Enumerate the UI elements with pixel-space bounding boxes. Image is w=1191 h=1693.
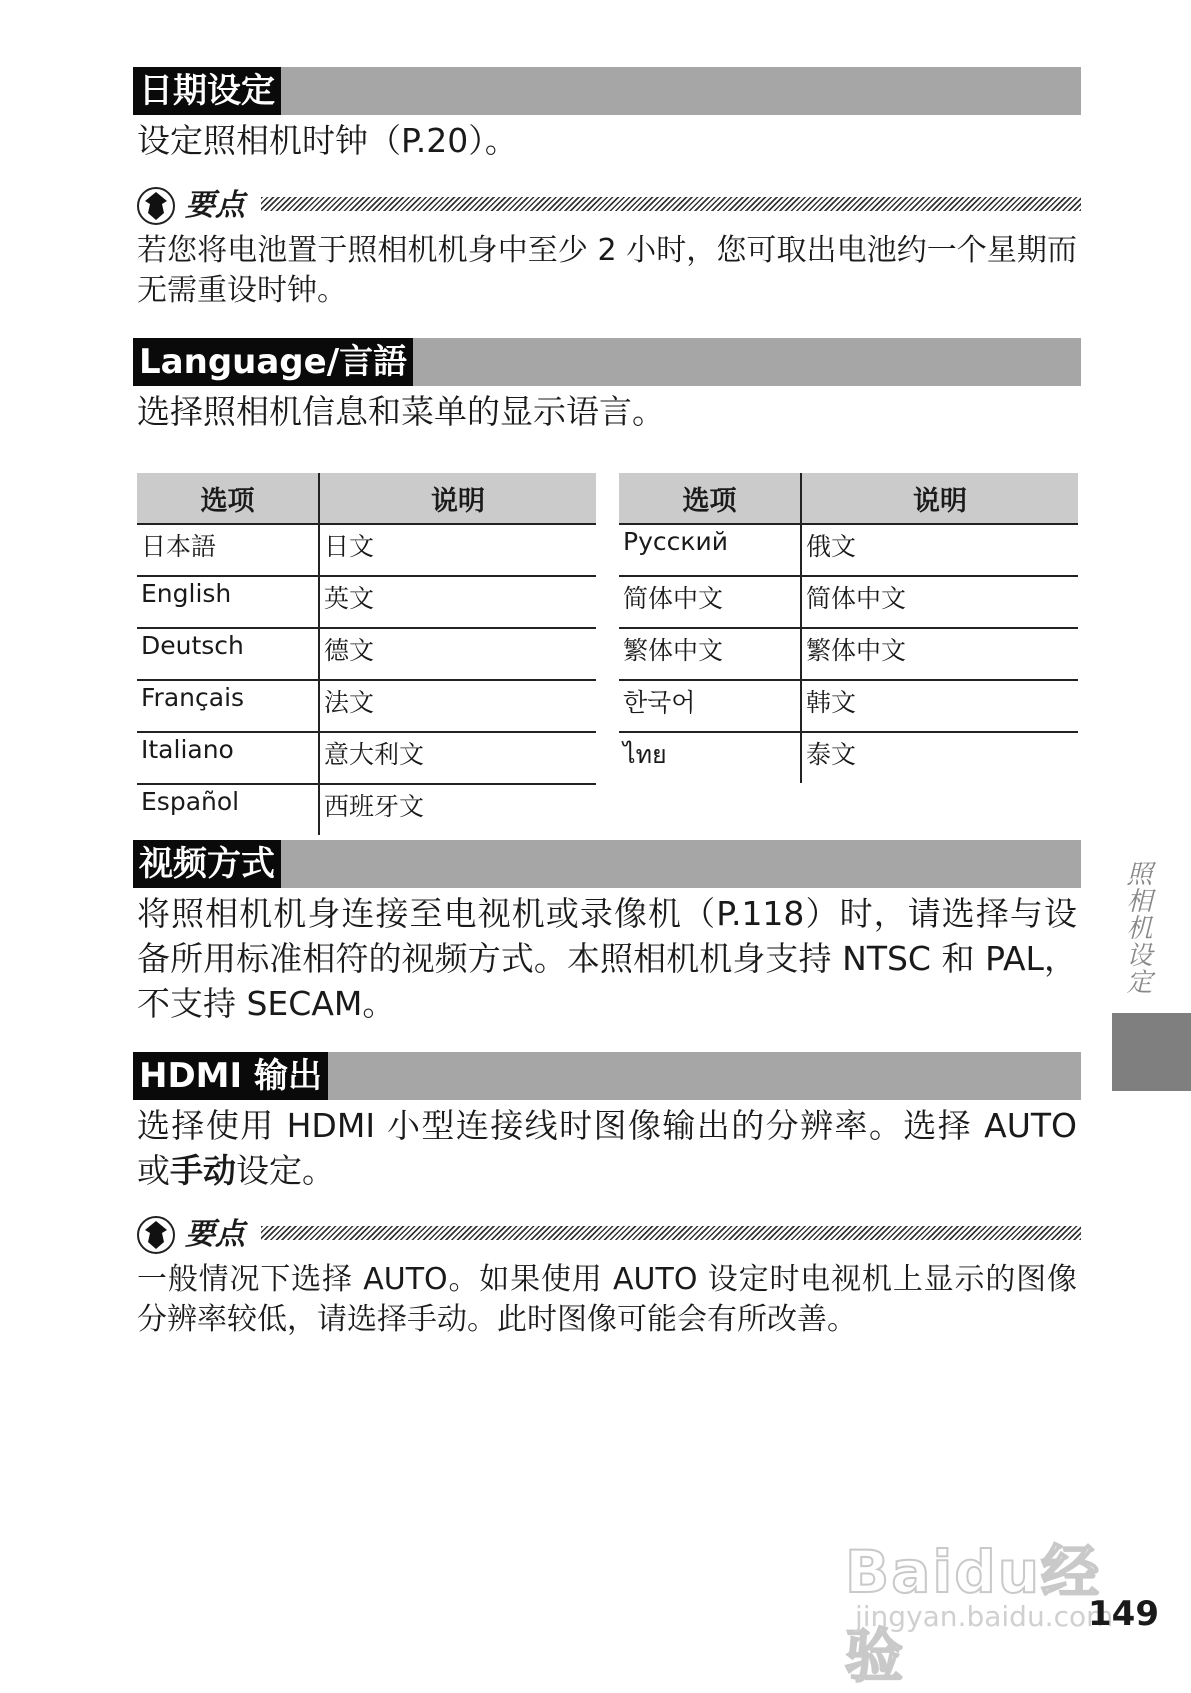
video-description: 将照相机机身连接至电视机或录像机（P.118）时，请选择与设备所用标准相符的视频方式。本照相机机身支持 NTSC 和 PAL，不支持 SECAM。 bbox=[137, 894, 1077, 1023]
watermark-logo-text: Baidu经验 bbox=[845, 1538, 1102, 1690]
language-description-cell: 韩文 bbox=[801, 680, 1078, 732]
section-header-date bbox=[133, 67, 1081, 115]
language-option-cell: Español bbox=[137, 784, 319, 835]
language-description-cell: 意大利文 bbox=[319, 732, 596, 784]
date-note-text: 若您将电池置于照相机机身中至少 2 小时，您可取出电池约一个星期而无需重设时钟。 bbox=[137, 233, 1077, 308]
column-header-option: 选项 bbox=[137, 473, 319, 524]
note-divider bbox=[261, 1226, 1081, 1240]
language-description-cell: 英文 bbox=[319, 576, 596, 628]
section-header-language bbox=[133, 338, 1081, 386]
language-description-cell: 泰文 bbox=[806, 740, 857, 769]
table-row bbox=[619, 628, 1078, 680]
section-header-hdmi bbox=[133, 1052, 1081, 1100]
language-description-cell: 德文 bbox=[319, 628, 596, 680]
language-option-cell: 日本語 bbox=[137, 524, 319, 576]
table-header-row bbox=[619, 473, 1078, 524]
table-row bbox=[137, 576, 596, 628]
language-description-cell: 西班牙文 bbox=[324, 792, 425, 821]
language-option-cell: 简体中文 bbox=[619, 576, 801, 628]
date-description: 设定照相机时钟（P.20）。 bbox=[137, 121, 518, 160]
table-row bbox=[137, 524, 596, 576]
table-row bbox=[619, 732, 1078, 783]
side-tab-marker bbox=[1112, 1013, 1191, 1091]
table-row bbox=[619, 576, 1078, 628]
note-header-date bbox=[137, 187, 1081, 225]
section-title-video: 视频方式 bbox=[133, 840, 281, 888]
hdmi-description-manual: 手动 bbox=[170, 1151, 236, 1190]
section-title-date: 日期设定 bbox=[133, 67, 281, 115]
table-row bbox=[137, 680, 596, 732]
table-row bbox=[619, 680, 1078, 732]
language-option-cell: Deutsch bbox=[137, 628, 319, 680]
section-title-language: Language/言語 bbox=[133, 338, 413, 386]
language-option-cell: Français bbox=[137, 680, 319, 732]
language-description-cell: 俄文 bbox=[801, 524, 1078, 576]
language-description-cell: 日文 bbox=[319, 524, 596, 576]
hdmi-note-text: 一般情况下选择 AUTO。如果使用 AUTO 设定时电视机上显示的图像分辨率较低，请选择手动。此时图像可能会有所改善。 bbox=[137, 1262, 1077, 1337]
language-option-cell: ไทย bbox=[619, 732, 801, 783]
table-row bbox=[137, 784, 596, 835]
section-title-hdmi: HDMI 输出 bbox=[133, 1052, 328, 1100]
watermark-url: jingyan.baidu.com bbox=[855, 1600, 1114, 1633]
language-option-cell: 繁体中文 bbox=[619, 628, 801, 680]
language-option-cell: Italiano bbox=[137, 732, 319, 784]
language-option-cell: English bbox=[137, 576, 319, 628]
column-header-description: 说明 bbox=[319, 473, 596, 524]
table-row bbox=[137, 628, 596, 680]
hdmi-description bbox=[137, 1103, 1077, 1193]
language-description-cell: 法文 bbox=[319, 680, 596, 732]
language-option-cell: 한국어 bbox=[619, 680, 801, 732]
language-description: 选择照相机信息和菜单的显示语言。 bbox=[137, 392, 665, 431]
page-number: 149 bbox=[1088, 1594, 1159, 1634]
language-description-cell: 简体中文 bbox=[801, 576, 1078, 628]
section-header-video bbox=[133, 840, 1081, 888]
language-description-cell: 繁体中文 bbox=[801, 628, 1078, 680]
hdmi-description-part1: 选择使用 HDMI 小型连接线时图像输出的分辨率。选择 AUTO 或 bbox=[137, 1106, 1077, 1190]
side-tab-label: 照相机设定 bbox=[1122, 860, 1152, 995]
note-label: 要点 bbox=[185, 188, 245, 223]
note-label: 要点 bbox=[185, 1217, 245, 1252]
pushpin-icon bbox=[137, 1216, 175, 1254]
note-header-hdmi bbox=[137, 1216, 1081, 1254]
note-divider bbox=[261, 197, 1081, 211]
column-header-option: 选项 bbox=[619, 473, 801, 524]
language-table-right bbox=[619, 473, 1078, 783]
language-option-cell: Русский bbox=[619, 524, 801, 576]
table-row bbox=[137, 732, 596, 784]
pushpin-icon bbox=[137, 187, 175, 225]
hdmi-description-part2: 设定。 bbox=[236, 1151, 335, 1190]
table-header-row bbox=[137, 473, 596, 524]
language-table-left bbox=[137, 473, 596, 835]
table-row bbox=[619, 524, 1078, 576]
column-header-description: 说明 bbox=[801, 473, 1078, 524]
